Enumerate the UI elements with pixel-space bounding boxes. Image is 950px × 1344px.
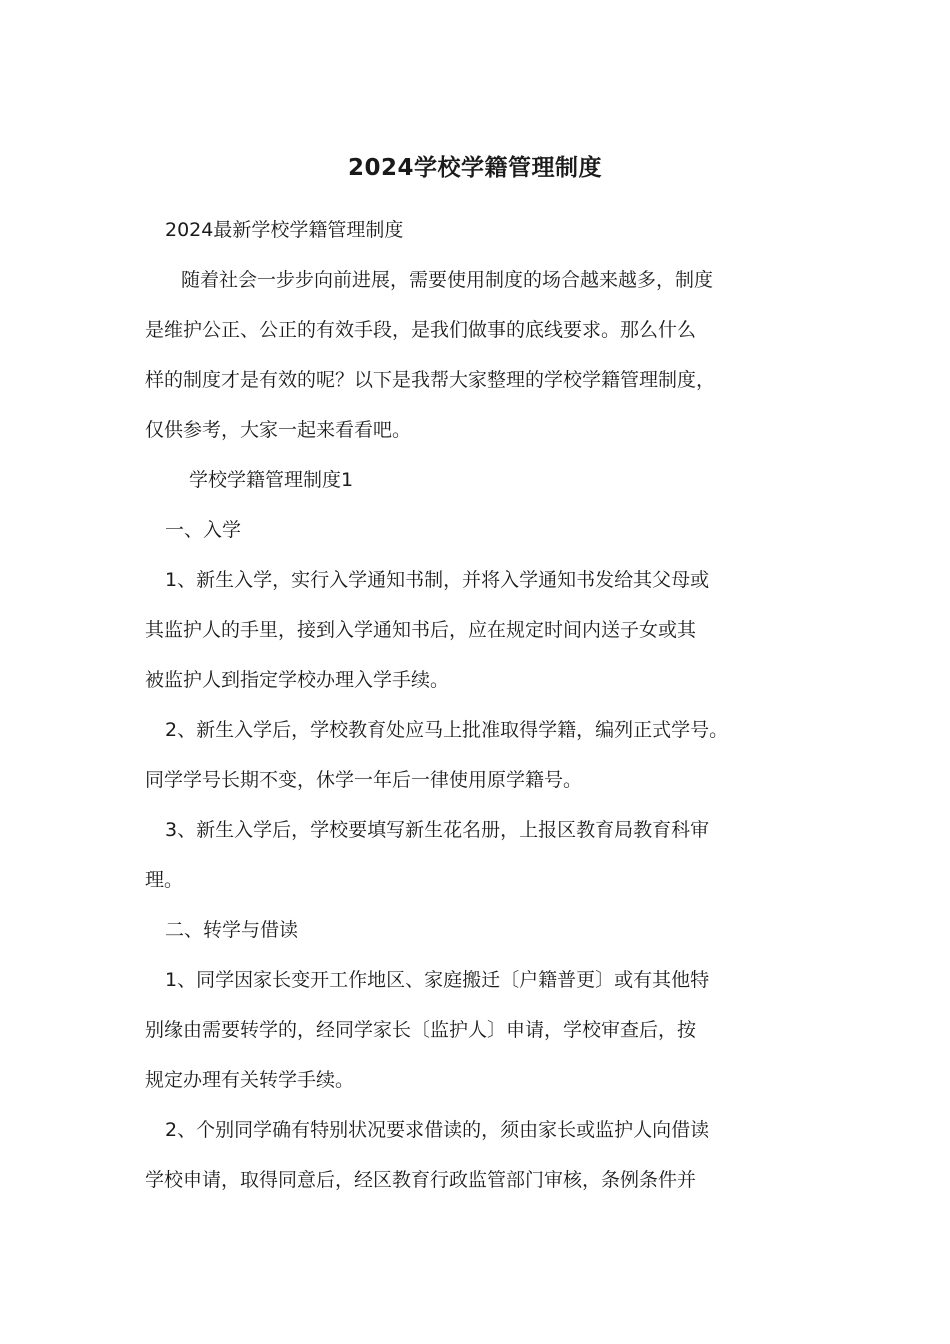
document-title: 2024学校学籍管理制度 — [347, 155, 602, 181]
paragraph-line: 1、同学因家长变开工作地区、家庭搬迁〔户籍普更〕或有其他特 — [165, 969, 710, 991]
document-body — [145, 205, 825, 1205]
paragraph-line: 仅供参考，大家一起来看看吧。 — [145, 419, 412, 441]
paragraph-line: 1、新生入学，实行入学通知书制，并将入学通知书发给其父母或 — [165, 569, 710, 591]
section-heading: 学校学籍管理制度1 — [189, 469, 354, 491]
paragraph-line: 是维护公正、公正的有效手段，是我们做事的底线要求。那么什么 — [145, 319, 697, 341]
paragraph-line: 3、新生入学后，学校要填写新生花名册，上报区教育局教育科审 — [165, 819, 710, 841]
paragraph-line: 2、个别同学确有特别状况要求借读的，须由家长或监护人向借读 — [165, 1119, 710, 1141]
subsection-heading: 一、入学 — [165, 519, 242, 541]
paragraph-line: 理。 — [145, 869, 184, 891]
paragraph-line: 其监护人的手里，接到入学通知书后，应在规定时间内送子女或其 — [145, 619, 697, 641]
subtitle-line: 2024最新学校学籍管理制度 — [165, 219, 404, 241]
paragraph-line: 学校申请，取得同意后，经区教育行政监管部门审核，条例条件并 — [145, 1169, 697, 1191]
paragraph-line: 规定办理有关转学手续。 — [145, 1069, 355, 1091]
subsection-heading: 二、转学与借读 — [165, 919, 299, 941]
paragraph-line: 随着社会一步步向前进展，需要使用制度的场合越来越多，制度 — [181, 269, 714, 291]
paragraph-line: 2、新生入学后，学校教育处应马上批准取得学籍，编列正式学号。 — [165, 719, 729, 741]
paragraph-line: 样的制度才是有效的呢？以下是我帮大家整理的学校学籍管理制度， — [145, 369, 716, 391]
paragraph-line: 同学学号长期不变，休学一年后一律使用原学籍号。 — [145, 769, 583, 791]
paragraph-line: 别缘由需要转学的，经同学家长〔监护人〕申请，学校审查后，按 — [145, 1019, 697, 1041]
paragraph-line: 被监护人到指定学校办理入学手续。 — [145, 669, 450, 691]
